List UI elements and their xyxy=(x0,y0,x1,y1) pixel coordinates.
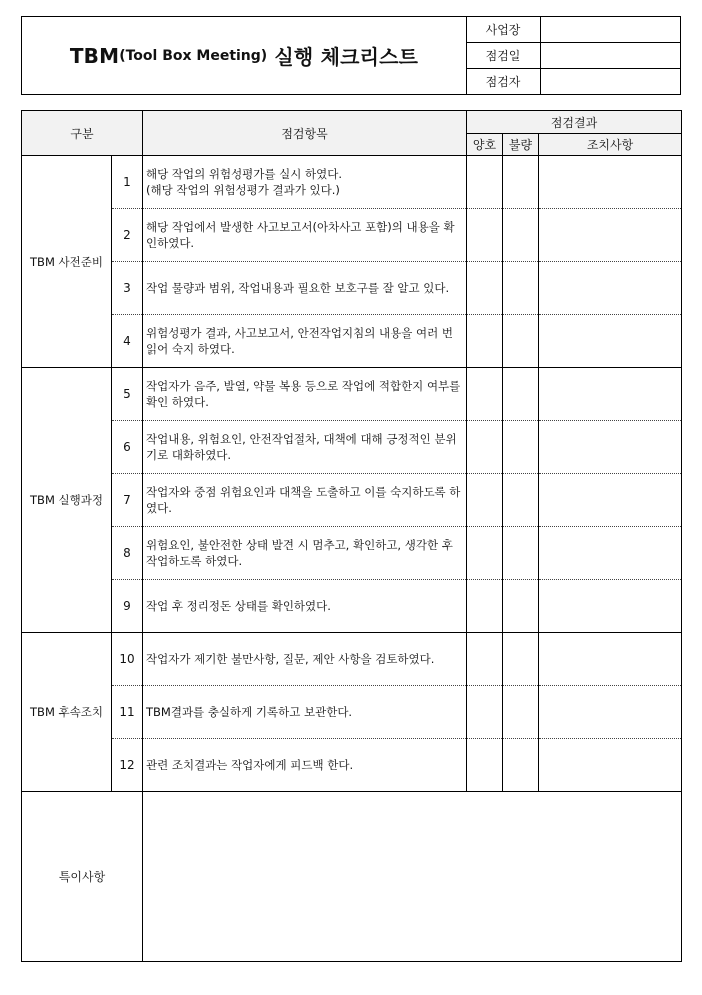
bad-check-cell[interactable] xyxy=(503,209,539,262)
item-text: 위험성평가 결과, 사고보고서, 안전작업지침의 내용을 여러 번 읽어 숙지 하였다. xyxy=(143,315,467,368)
bad-check-cell[interactable] xyxy=(503,739,539,792)
good-check-cell[interactable] xyxy=(467,633,503,686)
bad-check-cell[interactable] xyxy=(503,474,539,527)
document-title xyxy=(22,17,467,94)
item-number: 7 xyxy=(112,474,143,527)
item-text: 작업자가 음주, 발열, 약물 복용 등으로 작업에 적합한지 여부를 확인 하였다. xyxy=(143,368,467,421)
meta-label-inspector: 점검자 xyxy=(466,69,541,94)
item-text: TBM결과를 충실하게 기록하고 보관한다. xyxy=(143,686,467,739)
action-note-cell[interactable] xyxy=(539,686,682,739)
action-note-cell[interactable] xyxy=(539,156,682,209)
checklist-row xyxy=(22,739,682,792)
item-text: 작업자와 중점 위험요인과 대책을 도출하고 이를 숙지하도록 하였다. xyxy=(143,474,467,527)
checklist-body xyxy=(22,156,682,962)
action-note-cell[interactable] xyxy=(539,315,682,368)
bad-check-cell[interactable] xyxy=(503,686,539,739)
item-text: 작업 후 정리정돈 상태를 확인하였다. xyxy=(143,580,467,633)
item-number: 8 xyxy=(112,527,143,580)
checklist-row xyxy=(22,527,682,580)
remarks-label: 특이사항 xyxy=(22,792,143,962)
meta-value-inspector[interactable] xyxy=(540,69,680,94)
good-check-cell[interactable] xyxy=(467,368,503,421)
item-text: 위험요인, 불안전한 상태 발견 시 멈추고, 확인하고, 생각한 후 작업하도록 하였다. xyxy=(143,527,467,580)
bad-check-cell[interactable] xyxy=(503,156,539,209)
item-number: 6 xyxy=(112,421,143,474)
checklist-table xyxy=(21,110,682,962)
checklist-row xyxy=(22,209,682,262)
header-action: 조치사항 xyxy=(539,134,682,156)
item-text: 작업 물량과 범위, 작업내용과 필요한 보호구를 잘 알고 있다. xyxy=(143,262,467,315)
good-check-cell[interactable] xyxy=(467,527,503,580)
header-category: 구분 xyxy=(22,111,143,156)
checklist-row xyxy=(22,315,682,368)
item-text: 관련 조치결과는 작업자에게 피드백 한다. xyxy=(143,739,467,792)
action-note-cell[interactable] xyxy=(539,527,682,580)
good-check-cell[interactable] xyxy=(467,474,503,527)
category-cell: TBM 실행과정 xyxy=(22,368,112,633)
item-number: 2 xyxy=(112,209,143,262)
item-number: 11 xyxy=(112,686,143,739)
checklist-row xyxy=(22,262,682,315)
bad-check-cell[interactable] xyxy=(503,262,539,315)
title-rest: 실행 체크리스트 xyxy=(267,45,419,69)
meta-label-date: 점검일 xyxy=(466,43,541,68)
meta-label-site: 사업장 xyxy=(466,17,541,42)
remarks-row xyxy=(22,792,682,962)
action-note-cell[interactable] xyxy=(539,421,682,474)
bad-check-cell[interactable] xyxy=(503,580,539,633)
remarks-field[interactable] xyxy=(143,792,682,962)
good-check-cell[interactable] xyxy=(467,209,503,262)
checklist-row xyxy=(22,474,682,527)
item-number: 3 xyxy=(112,262,143,315)
header-result: 점검결과 xyxy=(467,111,682,134)
item-number: 12 xyxy=(112,739,143,792)
meta-row-inspector xyxy=(466,69,680,94)
good-check-cell[interactable] xyxy=(467,580,503,633)
checklist-header xyxy=(21,16,681,95)
item-number: 10 xyxy=(112,633,143,686)
item-number: 9 xyxy=(112,580,143,633)
action-note-cell[interactable] xyxy=(539,739,682,792)
title-paren: (Tool Box Meeting) xyxy=(119,47,268,64)
action-note-cell[interactable] xyxy=(539,474,682,527)
checklist-row xyxy=(22,368,682,421)
checklist-row xyxy=(22,580,682,633)
bad-check-cell[interactable] xyxy=(503,368,539,421)
bad-check-cell[interactable] xyxy=(503,315,539,368)
action-note-cell[interactable] xyxy=(539,633,682,686)
action-note-cell[interactable] xyxy=(539,368,682,421)
item-number: 5 xyxy=(112,368,143,421)
meta-row-site xyxy=(466,17,680,43)
title-main: TBM xyxy=(69,43,120,68)
header-bad: 불량 xyxy=(503,134,539,156)
good-check-cell[interactable] xyxy=(467,739,503,792)
checklist-row xyxy=(22,633,682,686)
category-cell: TBM 후속조치 xyxy=(22,633,112,792)
bad-check-cell[interactable] xyxy=(503,633,539,686)
good-check-cell[interactable] xyxy=(467,686,503,739)
bad-check-cell[interactable] xyxy=(503,527,539,580)
meta-value-site[interactable] xyxy=(540,17,680,42)
item-text: 작업자가 제기한 불만사항, 질문, 제안 사항을 검토하였다. xyxy=(143,633,467,686)
bad-check-cell[interactable] xyxy=(503,421,539,474)
good-check-cell[interactable] xyxy=(467,421,503,474)
header-item: 점검항목 xyxy=(143,111,467,156)
good-check-cell[interactable] xyxy=(467,156,503,209)
checklist-row xyxy=(22,156,682,209)
item-text: 해당 작업에서 발생한 사고보고서(아차사고 포함)의 내용을 확인하였다. xyxy=(143,209,467,262)
checklist-row xyxy=(22,686,682,739)
header-good: 양호 xyxy=(467,134,503,156)
action-note-cell[interactable] xyxy=(539,262,682,315)
action-note-cell[interactable] xyxy=(539,209,682,262)
item-text: 해당 작업의 위험성평가를 실시 하였다. (해당 작업의 위험성평가 결과가 있다.) xyxy=(143,156,467,209)
good-check-cell[interactable] xyxy=(467,262,503,315)
meta-value-date[interactable] xyxy=(540,43,680,68)
meta-row-date xyxy=(466,43,680,69)
item-number: 1 xyxy=(112,156,143,209)
action-note-cell[interactable] xyxy=(539,580,682,633)
good-check-cell[interactable] xyxy=(467,315,503,368)
category-cell: TBM 사전준비 xyxy=(22,156,112,368)
item-number: 4 xyxy=(112,315,143,368)
checklist-row xyxy=(22,421,682,474)
item-text: 작업내용, 위험요인, 안전작업절차, 대책에 대해 긍정적인 분위기로 대화하였다. xyxy=(143,421,467,474)
